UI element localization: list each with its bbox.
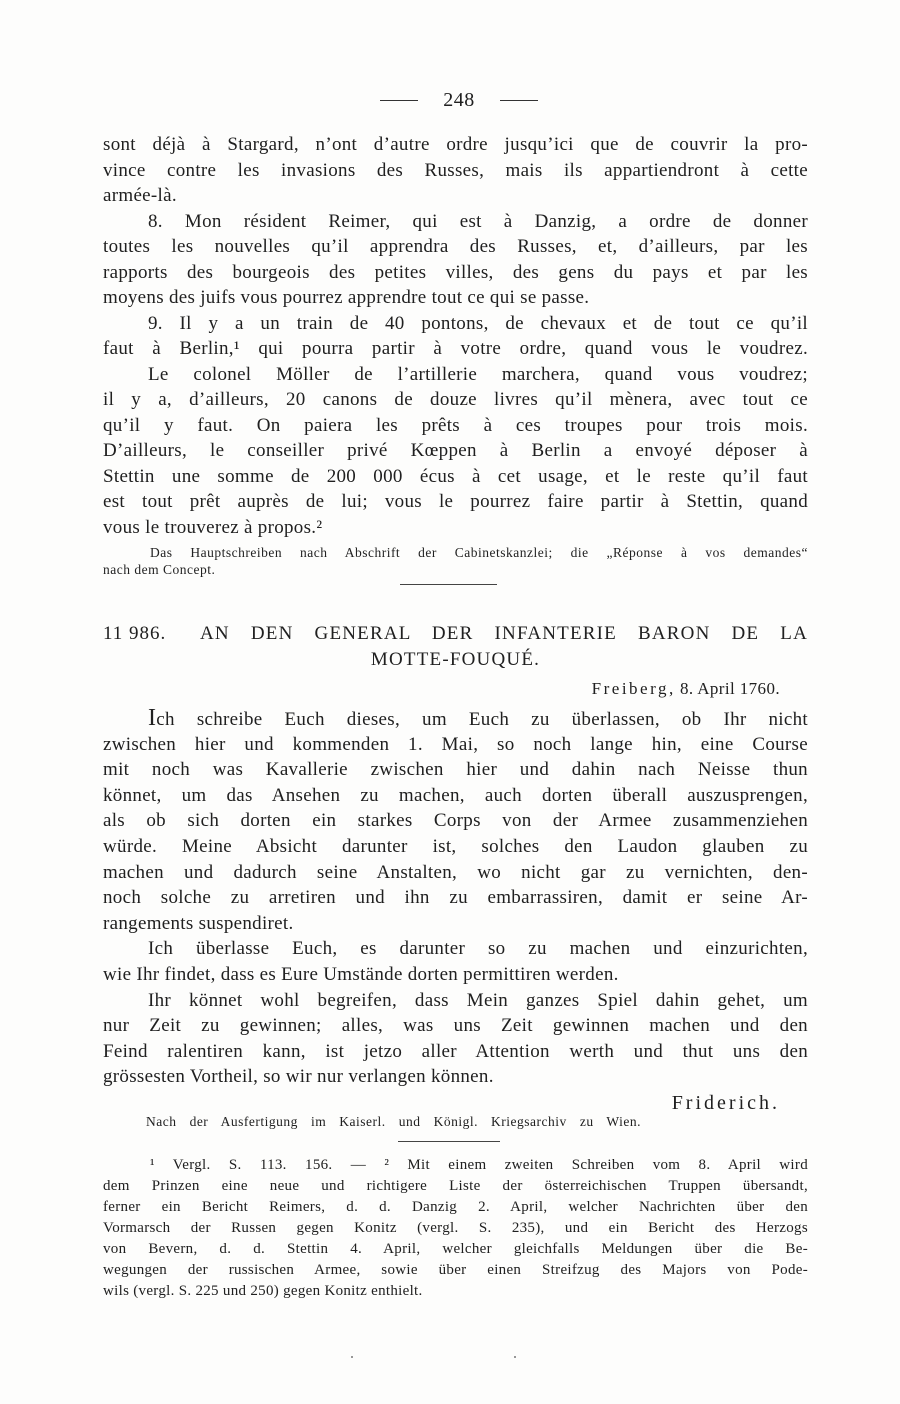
text-line: noch solche zu arretiren und ihn zu embarrassiren, damit er seine Ar-	[103, 887, 808, 909]
text-line: als ob sich dorten ein starkes Corps von der Armee zusammenziehen	[103, 810, 808, 832]
paragraph	[103, 132, 808, 209]
source-note-line: nach dem Concept.	[103, 562, 216, 577]
page-number: 248	[443, 89, 475, 111]
text-line: Ihr könnet wohl begreifen, dass Mein ganzes Spiel dahin gehet, um	[148, 989, 808, 1011]
scan-speck	[351, 1356, 353, 1358]
text-line: vince contre les invasions des Russes, mais ils appartiendront à cette	[103, 159, 808, 181]
footnote-line: ferner ein Bericht Reimers, d. d. Danzig 2. April, welcher Nachrichten über den	[103, 1199, 808, 1215]
footnote-line: von Bevern, d. d. Stettin 4. April, welcher gleichfalls Meldungen über die Be-	[103, 1241, 808, 1257]
text-line: wie Ihr findet, dass es Eure Umstände dorten permittiren werden.	[103, 963, 619, 985]
document-heading-line	[103, 621, 808, 647]
section-divider	[400, 584, 497, 585]
french-letter-continuation	[103, 132, 808, 540]
footnote-divider	[398, 1141, 500, 1142]
text-line: toutes les nouvelles qu’il apprendra des Russes, et, d’ailleurs, par les	[103, 236, 808, 257]
text-line: rapports des bourgeois des petites villes, des gens du pays et par les	[103, 261, 808, 283]
document-number: 11 986.	[103, 623, 167, 644]
document-heading-text: MOTTE-FOUQUÉ.	[370, 649, 541, 670]
footnote-line: Vormarsch der Russen gegen Konitz (vergl. S. 235), und ein Bericht des Herzogs	[103, 1220, 808, 1236]
paragraph	[103, 988, 808, 1090]
scan-speck	[514, 1356, 516, 1358]
paragraph	[103, 311, 808, 362]
text-line: sont déjà à Stargard, n’ont d’autre ordre jusqu’ici que de couvrir la pro-	[103, 134, 808, 155]
text-line: 8. Mon résident Reimer, qui est à Danzig, a ordre de donner	[148, 210, 808, 232]
running-header	[380, 86, 538, 114]
document-heading	[103, 621, 808, 673]
text-line: Stettin une somme de 200 000 écus à cet usage, et le reste qu’il faut	[103, 465, 808, 487]
paragraph	[103, 936, 808, 987]
header-dash-left	[380, 100, 418, 101]
text-line: 9. Il y a un train de 40 pontons, de chevaux et de tout ce qu’il	[148, 312, 808, 334]
text-line: est tout prêt auprès de lui; vous le pourrez faire partir à Stettin, quand	[103, 491, 808, 512]
letter-body	[103, 706, 808, 1090]
source-note-line: Das Hauptschreiben nach Abschrift der Cabinetskanzlei; die „Réponse à vos demandes“	[150, 545, 808, 560]
paragraph	[103, 209, 808, 311]
text-line: rangements suspendiret.	[103, 912, 294, 934]
text-line: Feind ralentiren kann, ist jetzo aller Attention werth und thut uns den	[103, 1040, 808, 1062]
document-heading-text: AN DEN GENERAL DER INFANTERIE BARON DE LA	[200, 623, 808, 644]
text-line: würde. Meine Absicht darunter ist, solches den Laudon glauben zu	[103, 835, 808, 857]
text-line: armée-là.	[103, 185, 177, 206]
text-line: faut à Berlin,¹ qui pourra partir à votre ordre, quand vous le voudrez.	[103, 338, 808, 359]
footnote-line: wils (vergl. S. 225 und 250) gegen Konitz enthielt.	[103, 1283, 423, 1299]
dateline-date: 8. April 1760.	[679, 679, 780, 698]
text-line: Ich schreibe Euch dieses, um Euch zu überlassen, ob Ihr nicht	[148, 705, 808, 731]
text-line: vous le trouverez à propos.²	[103, 516, 323, 538]
header-dash-right	[500, 100, 538, 101]
text-line: Ich überlasse Euch, es darunter so zu machen und einzurichten,	[148, 938, 808, 960]
source-note	[103, 544, 808, 578]
text-line: il y a, d’ailleurs, 20 canons de douze livres qu’il mènera, avec tout ce	[103, 389, 808, 410]
signature: Friderich.	[671, 1092, 780, 1114]
footnote-line: dem Prinzen eine neue und richtigere Liste der österreichischen Truppen übersandt,	[103, 1178, 808, 1194]
text-line: grössesten Vortheil, so wir nur verlangen können.	[103, 1066, 494, 1088]
text-line: könnet, um das Ansehen zu machen, auch dorten überall auszusprengen,	[103, 784, 808, 806]
text-line: zwischen hier und kommenden 1. Mai, so noch lange hin, eine Course	[103, 733, 808, 755]
text-line: nur Zeit zu gewinnen; alles, was uns Zeit gewinnen machen und den	[103, 1015, 808, 1037]
text-line: mit noch was Kavallerie zwischen hier und dahin nach Neisse thun	[103, 759, 808, 781]
text-line: moyens des juifs vous pourrez apprendre tout ce qui se passe.	[103, 287, 590, 308]
dateline	[103, 677, 780, 701]
footnote-line: ¹ Vergl. S. 113. 156. — ² Mit einem zweiten Schreiben vom 8. April wird	[150, 1157, 808, 1173]
text-line: qu’il y faut. On paiera les prêts à ces troupes pour trois mois.	[103, 414, 808, 436]
footnote-line: wegungen der russischen Armee, sowie über einen Streifzug des Majors von Pode-	[103, 1262, 808, 1278]
paragraph	[103, 706, 808, 936]
text-line: D’ailleurs, le conseiller privé Kœppen à Berlin a envoyé déposer à	[103, 440, 808, 461]
dateline-place: Freiberg,	[591, 679, 676, 698]
source-note: Nach der Ausfertigung im Kaiserl. und Königl. Kriegsarchiv zu Wien.	[146, 1114, 641, 1129]
text-line: Le colonel Möller de l’artillerie marchera, quand vous voudrez;	[148, 363, 808, 385]
footnotes	[103, 1155, 808, 1302]
paragraph	[103, 362, 808, 541]
text-line: machen und dadurch seine Anstalten, wo nicht gar zu vernichten, den-	[103, 861, 808, 883]
